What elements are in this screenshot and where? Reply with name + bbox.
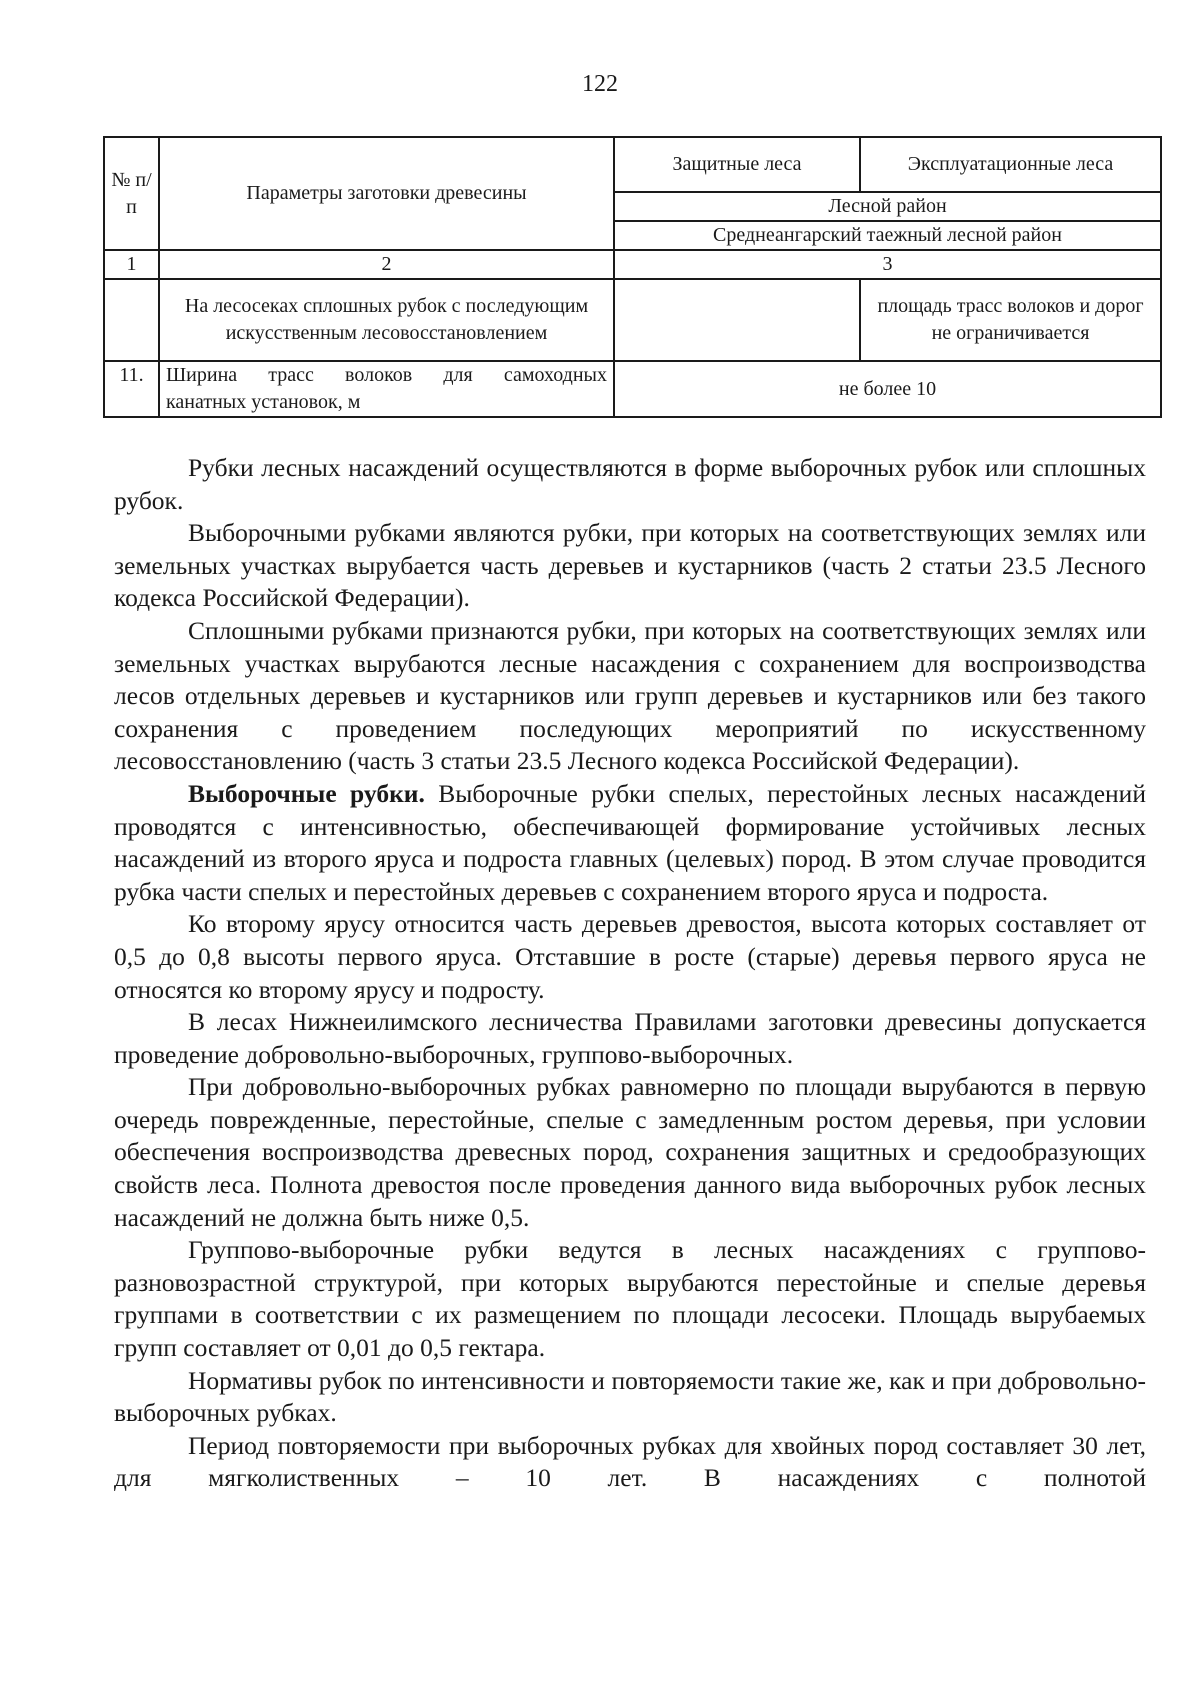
- row-merged-value: не более 10: [614, 361, 1161, 417]
- row-parameter-line-2: канатных установок, м: [166, 391, 361, 413]
- header-forest-area-value: Среднеангарский таежный лесной район: [614, 221, 1161, 250]
- header-number: № п/п: [104, 137, 159, 250]
- paragraph: Сплошными рубками признаются рубки, при которых на соответствующих землях или земельных участках вырубаются лесные насаждения с сохранением для воспроизводства лесов отдельных деревьев и кустарников или групп деревьев и кустарников или без такого сохранения с проведением последующих мероприятий по искусственному лесовосстановлению (часть 3 статьи 23.5 Лесного кодекса Российской Федерации).: [114, 615, 1146, 776]
- header-forest-area-label: Лесной район: [614, 192, 1161, 221]
- paragraph: При добровольно-выборочных рубках равномерно по площади вырубаются в первую очередь поврежденные, перестойные, спелые с замедленным ростом деревья, при условии обеспечения воспроизводства древесных пород, сохранения защитных и средообразующих свойств леса. Полнота древостоя после проведения данного вида выборочных рубок лесных насаждений не должна быть ниже 0,5.: [114, 1072, 1146, 1232]
- paragraph: Группово-выборочные рубки ведутся в лесных насаждениях с группово-разновозрастной структурой, при которых вырубаются перестойные и спелые деревья группами в соответствии с их размещением по площади лесосеки. Площадь вырубаемых групп составляет от 0,01 до 0,5 гектара.: [114, 1235, 1146, 1363]
- paragraph-body: Выборочные рубки спелых, перестойных лесных насаждений проводятся с интенсивностью, обеспечивающей формирование устойчивых лесных насаждений из второго яруса и подроста главных (целевых) пород. В этом случае проводится рубка части спелых и перестойных деревьев с сохранением второго яруса и подроста.: [114, 778, 1146, 906]
- index-cell-2: 2: [159, 250, 614, 279]
- row-parameter-line-1: Ширина трасс волоков для самоходных: [166, 364, 607, 386]
- header-exploitation-forests: Эксплуатационные леса: [860, 137, 1161, 192]
- paragraph: Нормативы рубок по интенсивности и повторяемости такие же, как и при добровольно-выборочных рубках.: [114, 1365, 1146, 1428]
- row-number: [104, 279, 159, 361]
- row-protective-value: [614, 279, 860, 361]
- paragraph: Период повторяемости при выборочных рубках для хвойных пород составляет 30 лет, для мягколиственных – 10 лет. В насаждениях с полнотой: [114, 1430, 1146, 1493]
- harvest-parameters-table: [103, 136, 1162, 418]
- row-number: 11.: [104, 361, 159, 417]
- row-exploitation-value: площадь трасс волоков и дорог не ограничивается: [860, 279, 1161, 361]
- body-text: [114, 452, 1146, 1495]
- header-protective-forests: Защитные леса: [614, 137, 860, 192]
- paragraph: Ко второму ярусу относится часть деревьев древостоя, высота которых составляет от 0,5 до 0,8 высоты первого яруса. Отставшие в росте (старые) деревья первого яруса не относятся ко второму ярусу и подросту.: [114, 909, 1146, 1004]
- paragraph: [114, 778, 1146, 908]
- index-cell-1: 1: [104, 250, 159, 279]
- paragraph: Рубки лесных насаждений осуществляются в форме выборочных рубок или сплошных рубок.: [114, 453, 1146, 515]
- paragraph: Выборочными рубками являются рубки, при которых на соответствующих землях или земельных участках вырубается часть деревьев и кустарников (часть 2 статьи 23.5 Лесного кодекса Российской Федерации).: [114, 518, 1146, 613]
- header-parameters: Параметры заготовки древесины: [159, 137, 614, 250]
- row-parameter: [159, 361, 614, 417]
- row-parameter: На лесосеках сплошных рубок с последующим искусственным лесовосстановлением: [159, 279, 614, 361]
- paragraph: В лесах Нижнеилимского лесничества Правилами заготовки древесины допускается проведение добровольно-выборочных, группово-выборочных.: [114, 1007, 1146, 1069]
- page-number: 122: [582, 71, 618, 97]
- index-cell-3: 3: [614, 250, 1161, 279]
- paragraph-heading: Выборочные рубки.: [188, 778, 425, 808]
